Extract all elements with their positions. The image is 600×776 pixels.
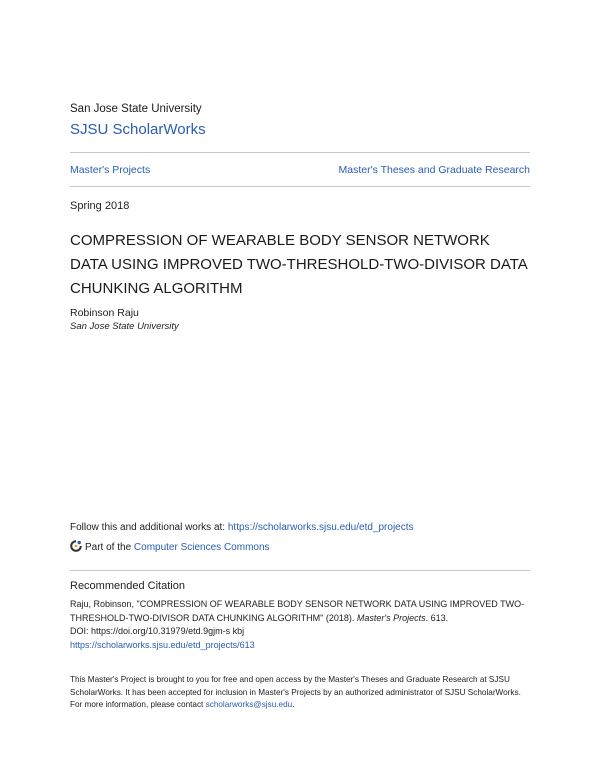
citation-series: Master's Projects	[356, 612, 426, 623]
follow-url-link[interactable]: https://scholarworks.sjsu.edu/etd_projects	[227, 522, 414, 533]
follow-line	[70, 522, 414, 533]
follow-text: Follow this and additional works at:	[70, 522, 228, 533]
author-name: Robinson Raju	[70, 307, 139, 319]
citation-number: . 613.	[425, 612, 449, 623]
computer-sciences-commons-link[interactable]: Computer Sciences Commons	[133, 542, 270, 553]
citation-heading: Recommended Citation	[70, 580, 185, 592]
citation-url-link[interactable]: https://scholarworks.sjsu.edu/etd_projects/613	[70, 639, 255, 650]
citation-doi: DOI: https://doi.org/10.31979/etd.9gjm-s kbj	[70, 626, 245, 636]
institution-name: San Jose State University	[70, 103, 202, 115]
citation-block	[70, 598, 532, 652]
repository-link[interactable]: SJSU ScholarWorks	[70, 121, 206, 138]
footer-notice	[70, 674, 532, 712]
paper-title: COMPRESSION OF WEARABLE BODY SENSOR NETWORK DATA USING IMPROVED TWO-THRESHOLD-TWO-DIVISOR DATA CHUNKING ALGORITHM	[70, 232, 527, 297]
publication-date: Spring 2018	[70, 200, 130, 212]
divider-nav	[70, 186, 530, 187]
part-of-prefix: Part of the	[85, 542, 134, 553]
footer-text: This Master's Project is brought to you for free and open access by the Master's Theses and Graduate Research at SJSU ScholarWorks. It has been accepted for inclusion in Master's Projects by an authorized administrator of SJSU ScholarWorks. For more information, please contact	[70, 675, 521, 709]
divider-citation	[70, 570, 530, 571]
masters-projects-link[interactable]: Master's Projects	[70, 164, 151, 176]
divider-top	[70, 152, 530, 153]
footer-end: .	[292, 700, 295, 709]
masters-theses-link[interactable]: Master's Theses and Graduate Research	[338, 164, 530, 176]
author-affiliation: San Jose State University	[70, 321, 179, 332]
open-access-icon	[70, 540, 85, 555]
citation-text: Raju, Robinson, "COMPRESSION OF WEARABLE BODY SENSOR NETWORK DATA USING IMPROVED TWO-THRESHOLD-TWO-DIVISOR DATA CHUNKING ALGORITHM" (2018).	[70, 599, 525, 623]
part-of-line	[70, 540, 270, 555]
contact-email-link[interactable]: scholarworks@sjsu.edu	[205, 700, 293, 709]
